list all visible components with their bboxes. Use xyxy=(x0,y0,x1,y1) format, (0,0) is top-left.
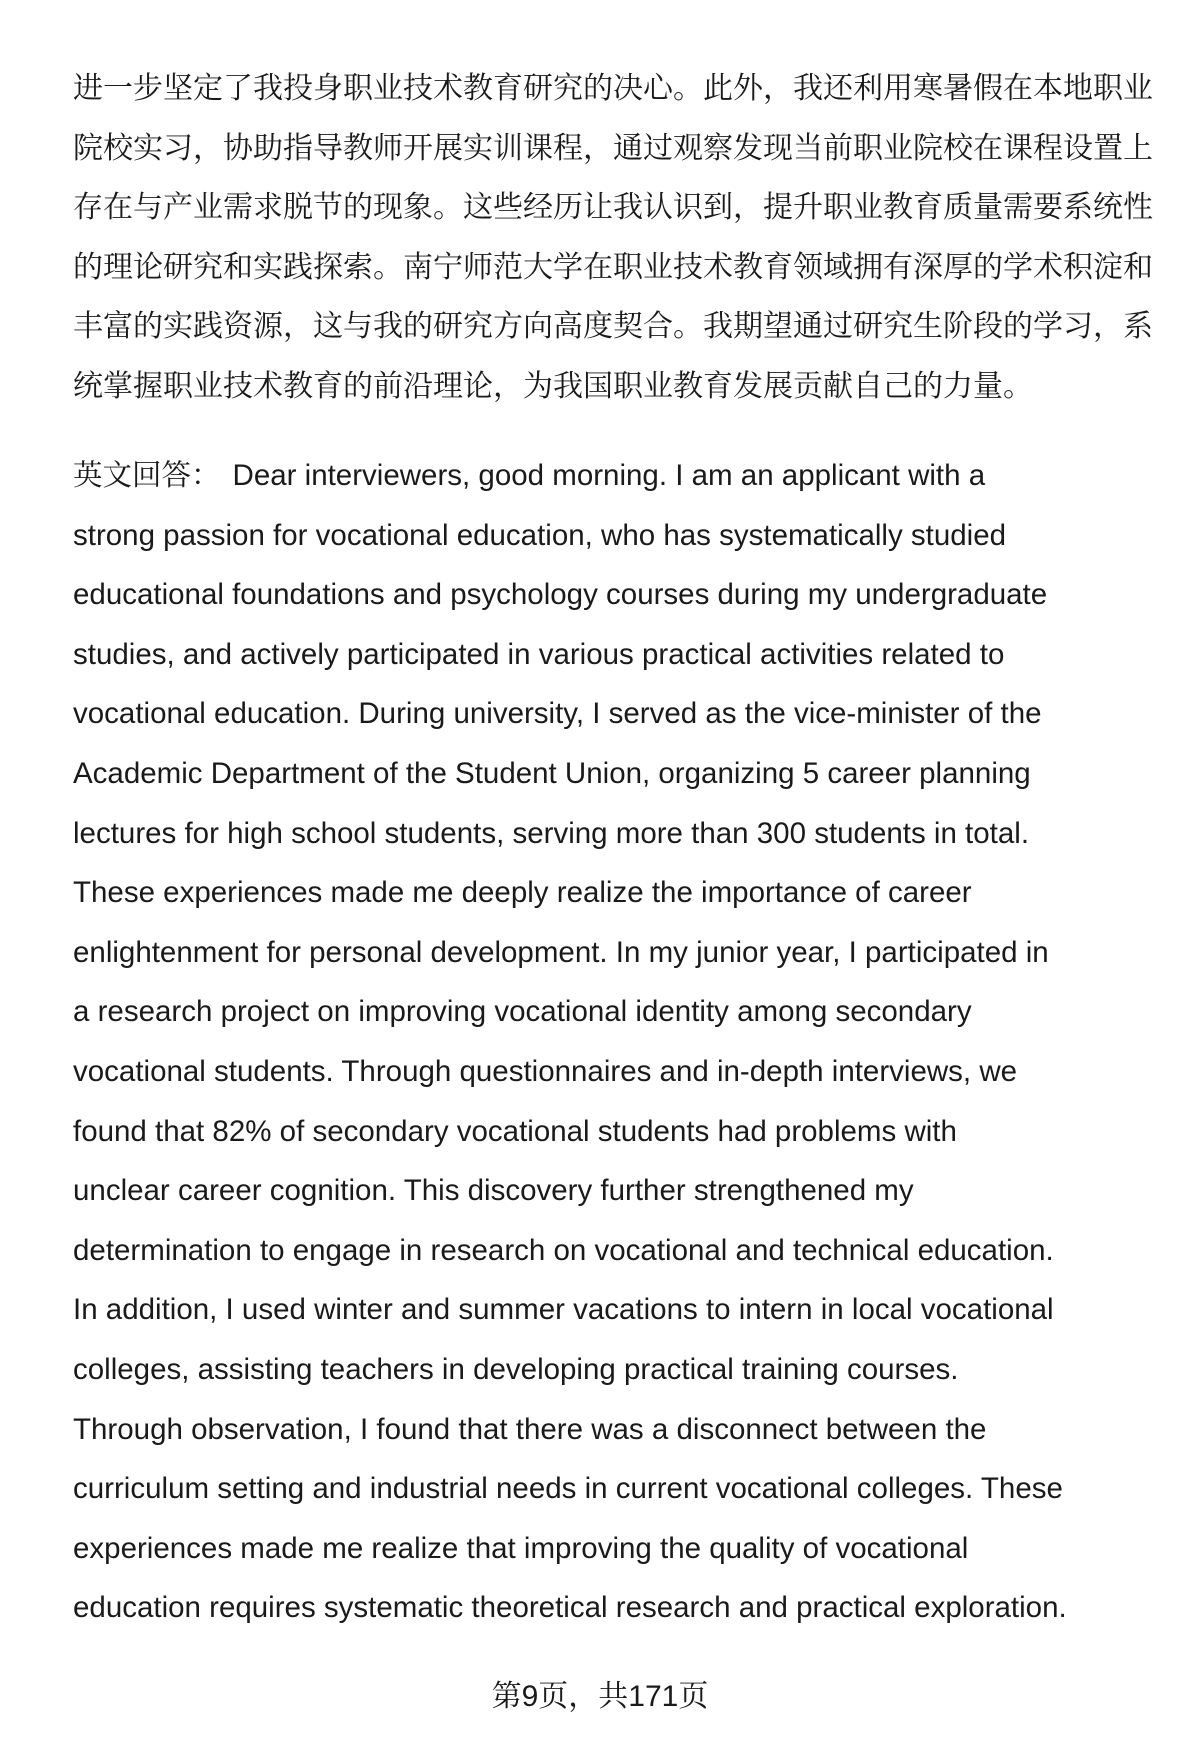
english-answer-line: These experiences made me deeply realize the importance of career xyxy=(73,876,972,910)
english-answer-line: Academic Department of the Student Union, organizing 5 career planning xyxy=(73,756,1031,790)
english-answer-line: Dear interviewers, good morning. I am an applicant with a xyxy=(232,459,986,492)
english-answer-line: studies, and actively participated in various practical activities related to xyxy=(73,637,1005,671)
chinese-answer-line: 进一步坚定了我投身职业技术教育研究的决心。此外，我还利用寒暑假在本地职业 xyxy=(73,72,1153,105)
english-answer-line: a research project on improving vocational identity among secondary xyxy=(73,995,972,1029)
english-answer-label: 英文回答： xyxy=(73,459,221,492)
chinese-answer-line: 院校实习，协助指导教师开展实训课程，通过观察发现当前职业院校在课程设置上 xyxy=(73,131,1153,165)
chinese-answer-paragraph xyxy=(73,59,1183,417)
english-answer-line: lectures for high school students, serving more than 300 students in total. xyxy=(73,816,1030,850)
english-answer-line: education requires systematic theoretical research and practical exploration. xyxy=(73,1591,1067,1625)
english-answer-line: determination to engage in research on vocational and technical education. xyxy=(73,1233,1054,1267)
english-answer-line: Through observation, I found that there was a disconnect between the xyxy=(73,1412,987,1446)
chinese-answer-line: 统掌握职业技术教育的前沿理论，为我国职业教育发展贡献自己的力量。 xyxy=(73,369,1033,403)
english-answer-line: In addition, I used winter and summer vacations to intern in local vocational xyxy=(73,1293,1054,1327)
english-answer-line: curriculum setting and industrial needs in current vocational colleges. These xyxy=(73,1472,1063,1506)
chinese-answer-line: 存在与产业需求脱节的现象。这些经历让我认识到，提升职业教育质量需要系统性 xyxy=(73,191,1153,225)
english-answer-line: experiences made me realize that improving the quality of vocational xyxy=(73,1531,969,1565)
english-answer-line: vocational education. During university, I served as the vice-minister of the xyxy=(73,697,1042,731)
english-answer-line: unclear career cognition. This discovery further strengthened my xyxy=(73,1174,914,1208)
english-answer-line: enlightenment for personal development. In my junior year, I participated in xyxy=(73,935,1049,969)
english-answer-line: found that 82% of secondary vocational students had problems with xyxy=(73,1114,957,1148)
english-answer-line: strong passion for vocational education, who has systematically studied xyxy=(73,518,1007,552)
english-answer-line: colleges, assisting teachers in developing practical training courses. xyxy=(73,1352,959,1386)
english-answer-first-line xyxy=(73,446,1183,506)
english-answer-paragraph xyxy=(73,446,1183,1638)
chinese-answer-line: 丰富的实践资源，这与我的研究方向高度契合。我期望通过研究生阶段的学习，系 xyxy=(73,310,1153,344)
english-answer-line: vocational students. Through questionnaires and in-depth interviews, we xyxy=(73,1054,1018,1088)
chinese-answer-line: 的理论研究和实践探索。南宁师范大学在职业技术教育领域拥有深厚的学术积淀和 xyxy=(73,250,1153,284)
page-number-footer: 第9页，共171页 xyxy=(491,1680,709,1713)
english-answer-line: educational foundations and psychology courses during my undergraduate xyxy=(73,578,1048,612)
